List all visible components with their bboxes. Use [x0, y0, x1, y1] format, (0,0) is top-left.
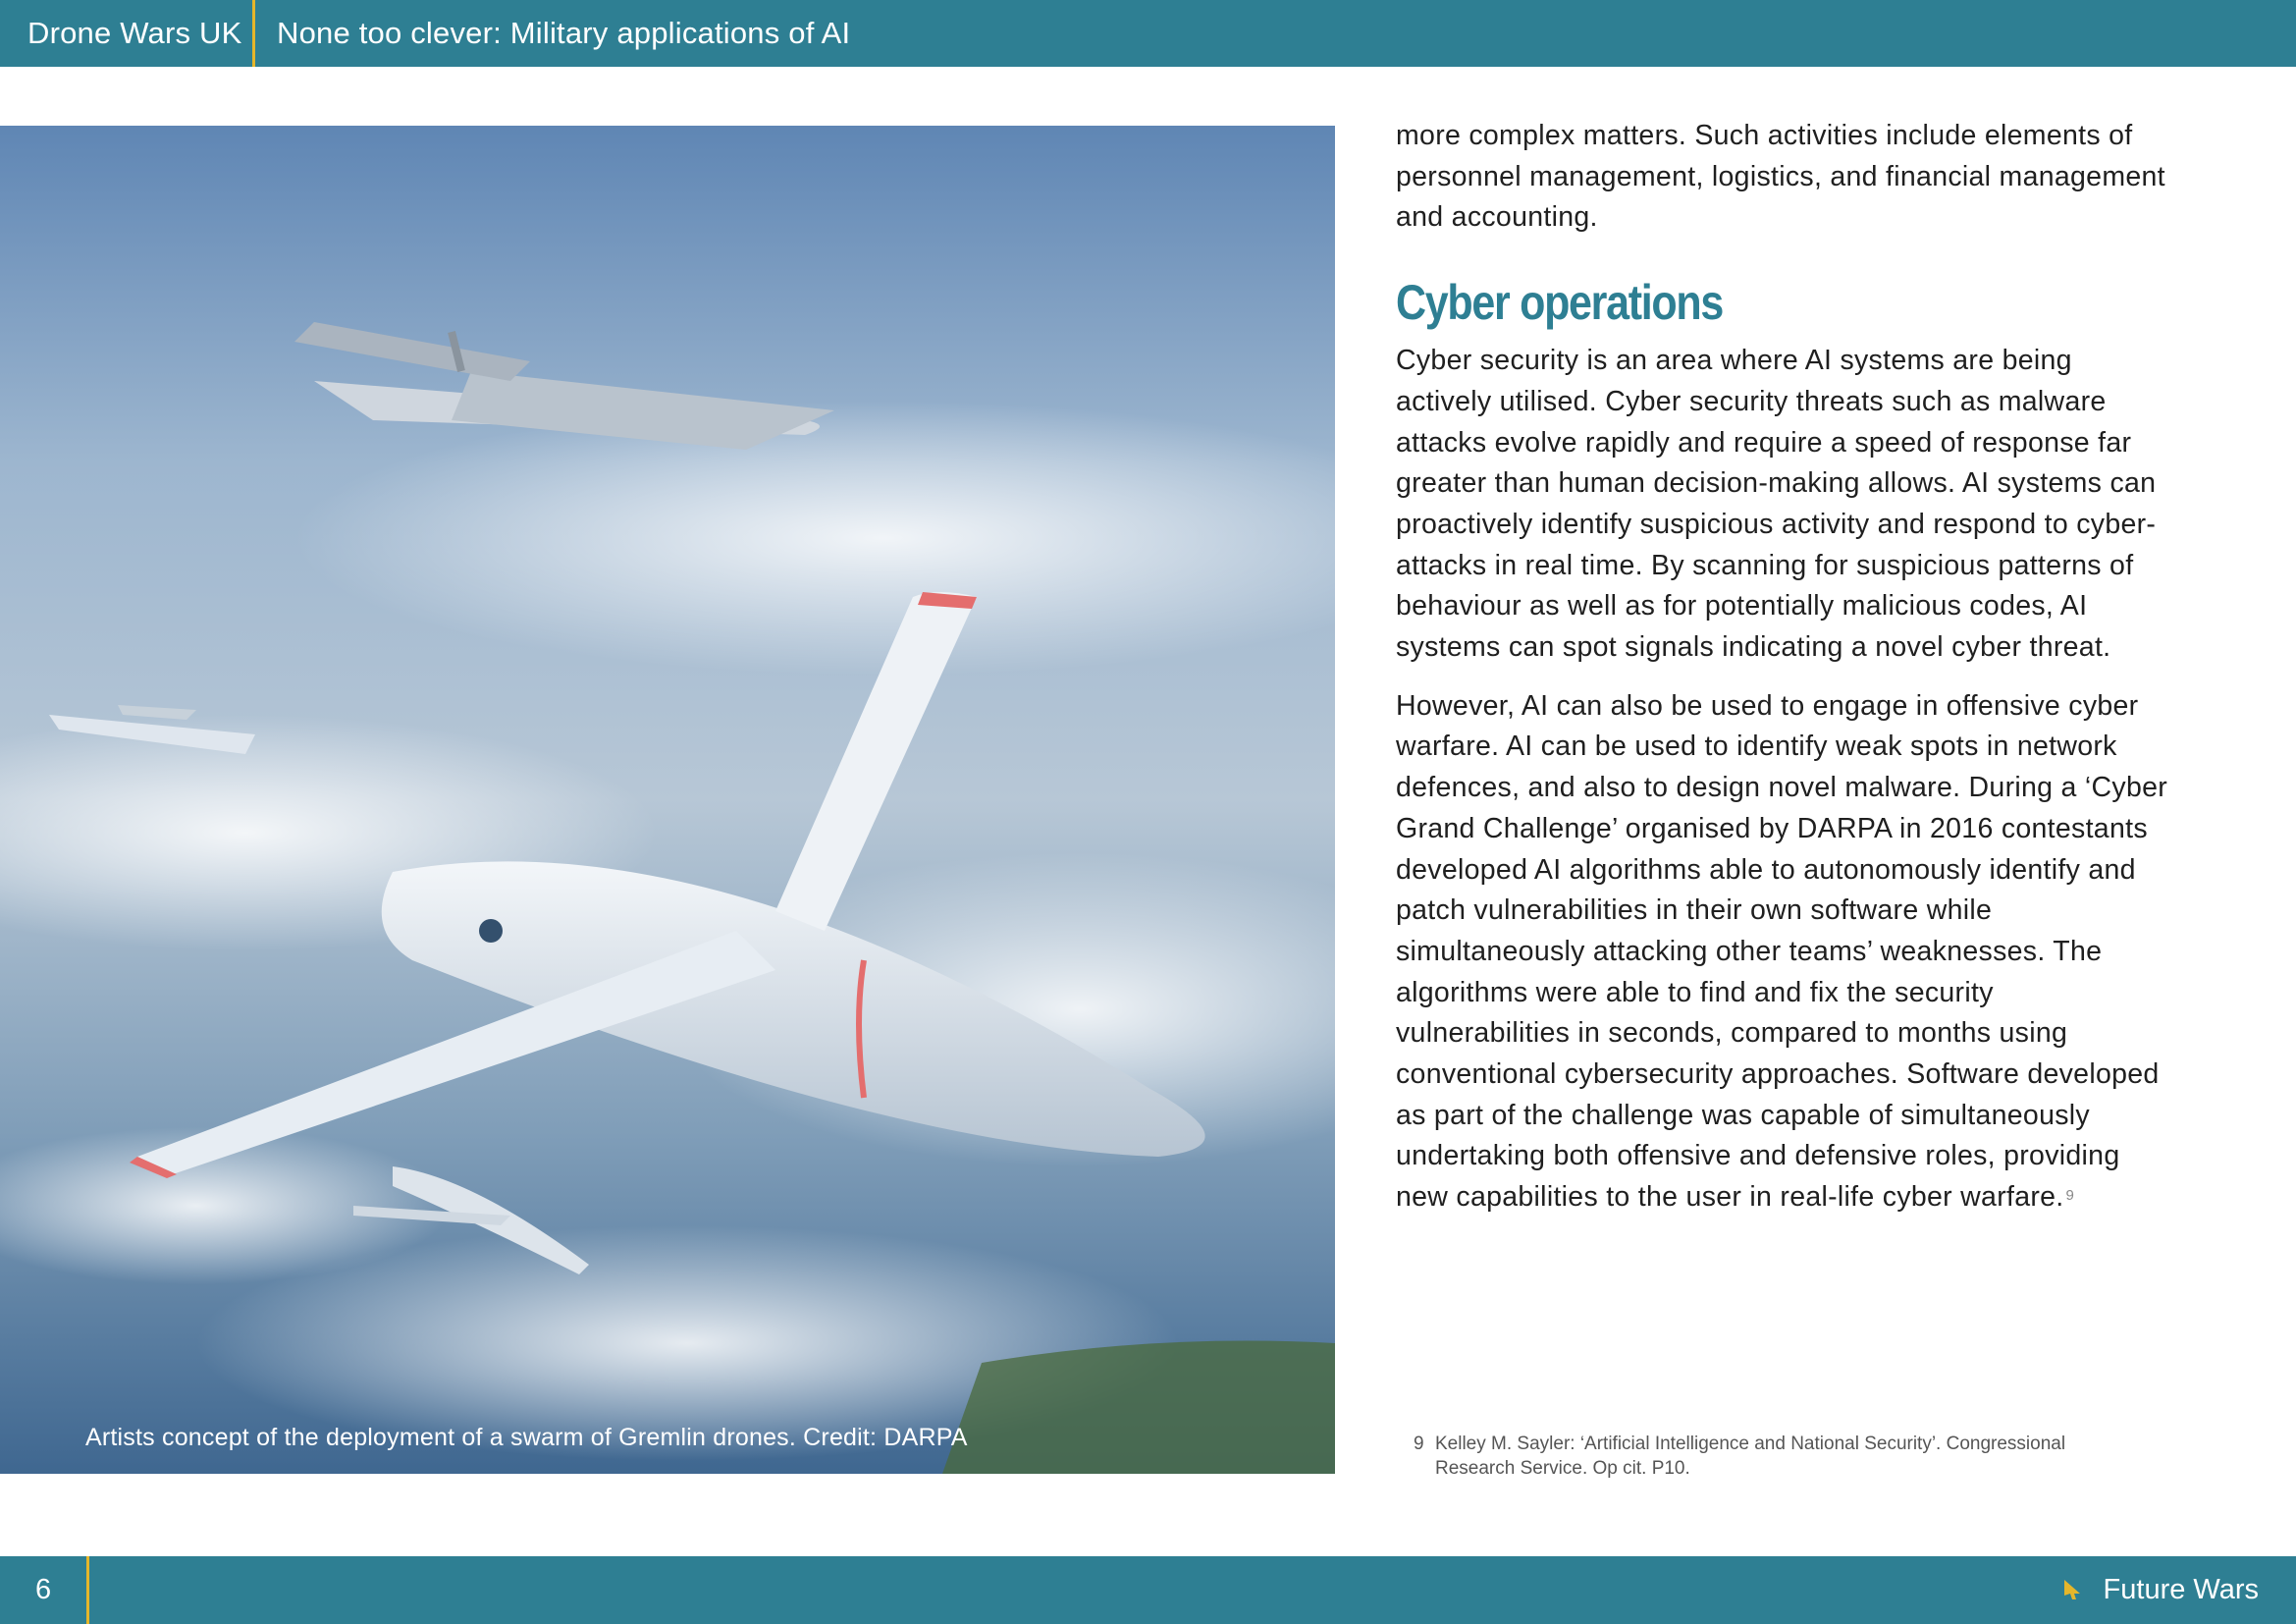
intro-paragraph: more complex matters. Such activities include elements of personnel management, logistics, and financial management and accounting. [1396, 120, 2165, 234]
footer-bar [0, 1556, 2296, 1624]
paragraph-cyber-security: Cyber security is an area where AI systems are being actively utilised. Cyber security threats such as malware attacks evolve rapidly and require a speed of response far greater than human decision-making allows. AI systems can proactively identify suspicious activity and respond to cyber-attacks in real time. By scanning for suspicious patterns of behaviour as well as for potentially malicious codes, AI systems can spot signals indicating a novel cyber threat. [1396, 345, 2157, 664]
header-divider [252, 0, 255, 67]
footnote [1414, 1432, 2120, 1481]
photo-caption: Artists concept of the deployment of a swarm of Gremlin drones. Credit: DARPA [85, 1424, 968, 1451]
main-column [1396, 116, 2171, 1218]
footnote-text: Kelley M. Sayler: ‘Artificial Intelligence and National Security’. Congressional Research Service. Op cit. P10. [1435, 1434, 2066, 1479]
gremlin-drones-photo [0, 126, 1335, 1474]
footnote-ref[interactable]: 9 [2065, 1187, 2075, 1205]
photo-illustration [0, 126, 1335, 1474]
page-number: 6 [35, 1574, 52, 1605]
document-title: None too clever: Military applications of AI [277, 16, 851, 50]
paragraph-offensive-cyber-text: However, AI can also be used to engage in offensive cyber warfare. AI can be used to identify weak spots in network defences, and also to design novel malware. During a ‘Cyber Grand Challenge’ organised by DARPA in 2016 contestants developed AI algorithms able to autonomously identify and patch vulnerabilities in their own software while simultaneously attacking other teams’ weaknesses. The algorithms were able to find and fix the security vulnerabilities in seconds, compared to months using conventional cybersecurity approaches. Software developed as part of the challenge was capable of simultaneously undertaking both offensive and defensive roles, providing new capabilities to the user in real-life cyber warfare. [1396, 689, 2168, 1214]
section-heading: Cyber operations [1396, 275, 1724, 331]
publication-brand: Future Wars [2103, 1574, 2259, 1605]
footer-divider [86, 1556, 89, 1624]
paragraph-offensive-cyber [1396, 686, 2171, 1218]
org-name: Drone Wars UK [27, 16, 242, 50]
footnote-number: 9 [1414, 1434, 1424, 1454]
brand-mark-icon [2062, 1578, 2084, 1601]
header-bar [0, 0, 2296, 67]
